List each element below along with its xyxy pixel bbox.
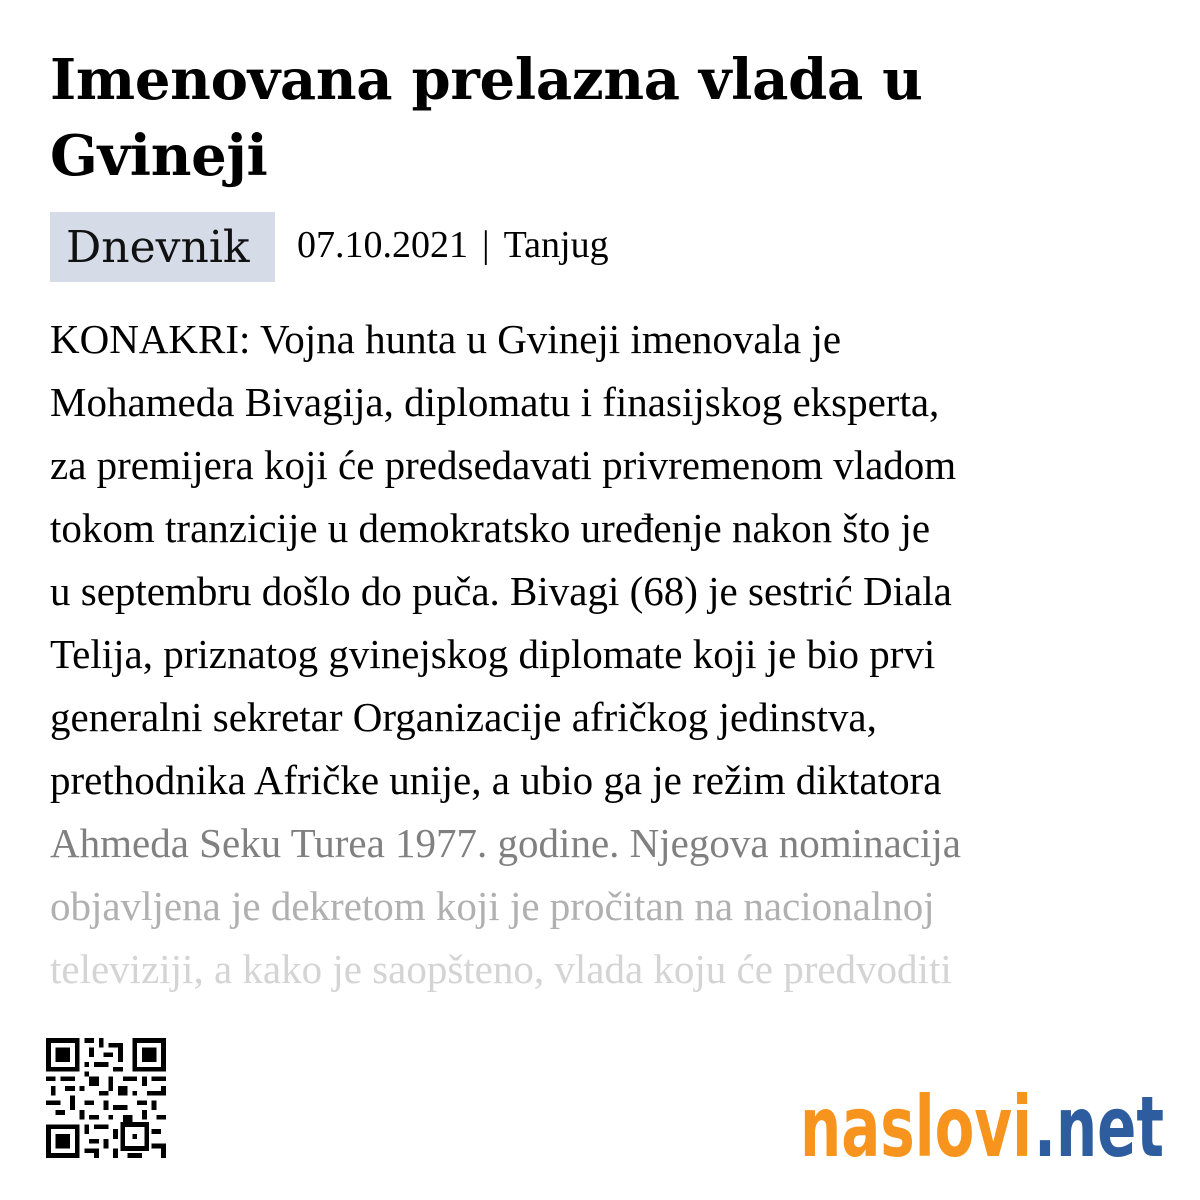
meta-separator: | <box>482 224 490 266</box>
body-line: za premijera koji će predsedavati privremenom vladom <box>50 442 957 488</box>
body-line: objavljena je dekretom koji je pročitan na nacionalnoj <box>50 883 935 929</box>
logo-text-naslovi: naslovi <box>800 1078 1032 1172</box>
body-line: KONAKRI: Vojna hunta u Gvineji imenovala je <box>50 316 842 362</box>
article-meta <box>50 212 609 282</box>
body-line: Ahmeda Seku Turea 1977. godine. Njegova nominacija <box>50 820 961 866</box>
naslovi-net-logo[interactable] <box>798 1052 1168 1172</box>
body-line: Telija, priznatog gvinejskog diplomate koji je bio prvi <box>50 631 936 677</box>
article-agency: Tanjug <box>503 224 609 266</box>
meta-info <box>297 220 609 270</box>
body-line: prethodnika Afričke unije, a ubio ga je režim diktatora <box>50 757 942 803</box>
body-line: tokom tranzicije u demokratsko uređenje nakon što je <box>50 505 931 551</box>
body-line: Mohameda Bivagija, diplomatu i finasijskog eksperta, <box>50 379 940 425</box>
body-line: u septembru došlo do puča. Bivagi (68) je sestrić Diala <box>50 568 952 614</box>
logo-text-net: .net <box>1034 1078 1164 1172</box>
source-badge[interactable]: Dnevnik <box>50 212 275 282</box>
body-line: generalni sekretar Organizacije afričkog jedinstva, <box>50 694 877 740</box>
article-date: 07.10.2021 <box>297 224 468 266</box>
article-body <box>50 308 1160 1001</box>
article-title: Imenovana prelazna vlada u Gvineji <box>50 47 923 189</box>
body-line: televiziji, a kako je saopšteno, vlada koju će predvoditi <box>50 946 952 992</box>
qr-code-icon[interactable] <box>46 1038 166 1158</box>
